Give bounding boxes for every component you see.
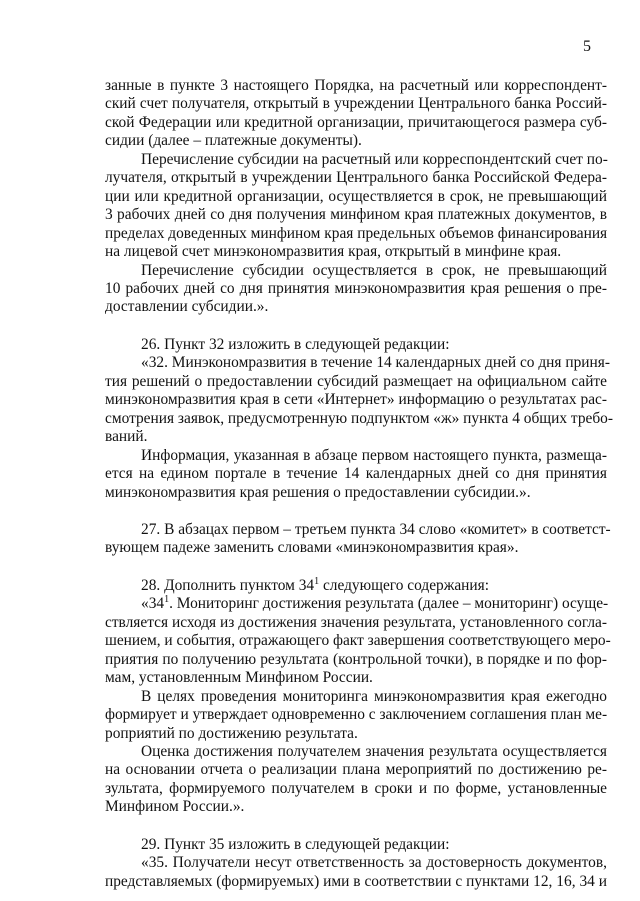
text-fragment: . Мониторинг достижения результата (далее – мониторинг) осуще- (169, 595, 609, 613)
text-line: пределах доведенных минфином края предельных объемов финансирования (105, 224, 608, 242)
paragraph-item-35 (105, 854, 607, 891)
text-line: Перечисление субсидии осуществляется в срок, не превышающий (141, 261, 607, 279)
text-line: роприятий по достижению результата. (105, 724, 358, 742)
document-body (105, 77, 613, 891)
text-line: 10 рабочих дней со дня принятия минэкономразвития края решения о пре- (105, 279, 607, 297)
text-line: Оценка достижения получателем значения результата осуществляется (141, 742, 607, 760)
text-line (105, 577, 607, 595)
text-line: ции или кредитной организации, осуществляется в срок, не превышающий (105, 187, 607, 205)
text-line: ствляется исходя из достижения значения результата, установленного согла- (105, 613, 607, 631)
paragraph-subsidy-transfer (105, 151, 607, 262)
text-line: ваний. (105, 428, 148, 446)
text-line: шением, и события, отражающего факт завершения соответствующего меро- (105, 632, 611, 650)
paragraph-item-32 (105, 354, 613, 446)
text-line: ется на едином портале в течение 14 календарных дней со дня принятия (105, 465, 607, 483)
text-line: «35. Получатели несут ответственность за достоверность документов, (141, 854, 607, 872)
text-line: доставлении субсидии.». (105, 298, 269, 316)
text-line: приятия по получению результата (контрольной точки), в порядке и по фор- (105, 650, 607, 668)
text-line: тия решений о предоставлении субсидий размещает на официальном сайте (105, 372, 607, 390)
text-fragment: «34 (141, 595, 165, 613)
text-line: минэкономразвития края решения о предоставлении субсидии.». (105, 483, 531, 501)
text-fragment: следующего содержания: (319, 576, 490, 594)
paragraph-result-assessment (105, 743, 607, 817)
text-line: Информация, указанная в абзаце первом настоящего пункта, размеща- (141, 446, 607, 464)
paragraph-item-34-1 (105, 594, 611, 687)
text-line: вующем падеже заменить словами «минэкономразвития края». (105, 539, 519, 557)
text-line: зультата, формируемого получателем в сроки и по форме, установленные (105, 779, 607, 797)
text-line: 26. Пункт 32 изложить в следующей редакции: (141, 335, 450, 353)
text-fragment: 28. Дополнить пунктом 34 (141, 576, 315, 594)
text-line: минэкономразвития края в сети «Интернет» информацию о результатах рас- (105, 391, 607, 409)
text-line: представляемых (формируемых) ими в соответствии с пунктами 12, 16, 34 и (105, 872, 607, 890)
text-line: лучателя, открытый в учреждении Центрального банка Российской Федера- (105, 169, 607, 187)
text-line (105, 595, 607, 613)
text-line: формирует и утверждает одновременно с заключением соглашения план ме- (105, 706, 608, 724)
text-line: мам, установленным Минфином России. (105, 669, 373, 687)
superscript: 1 (164, 594, 170, 606)
paragraph-item-29 (105, 836, 607, 854)
text-line: на лицевой счет минэкономразвития края, открытый в минфине края. (105, 243, 562, 261)
paragraph-payment-docs (105, 77, 607, 151)
text-line: ский счет получателя, открытый в учреждении Центрального банка Россий- (105, 95, 607, 113)
paragraph-item-28 (105, 577, 607, 595)
text-line: смотрения заявок, предусмотренную подпунктом «ж» пункта 4 общих требо- (105, 409, 613, 427)
text-line: ской Федерации или кредитной организации, причитающегося размера суб- (105, 113, 607, 131)
paragraph-monitoring-plan (105, 688, 607, 743)
paragraph-item-32-info (105, 447, 607, 502)
text-line: занные в пункте 3 настоящего Порядка, на расчетный или корреспондент- (105, 77, 607, 94)
paragraph-item-26 (105, 336, 607, 354)
text-line: 29. Пункт 35 изложить в следующей редакции: (141, 835, 450, 853)
page-number: 5 (583, 38, 591, 55)
text-line: «32. Минэкономразвития в течение 14 календарных дней со дня приня- (141, 354, 610, 372)
text-line: сидии (далее – платежные документы). (105, 132, 362, 150)
text-line: В целях проведения мониторинга минэкономразвития края ежегодно (141, 687, 607, 705)
text-line: 3 рабочих дней со дня получения минфином края платежных документов, в (105, 206, 607, 224)
text-line: Перечисление субсидии на расчетный или корреспондентский счет по- (141, 150, 608, 168)
paragraph-subsidy-term (105, 262, 607, 317)
paragraph-item-27 (105, 520, 611, 558)
text-line: 27. В абзацах первом – третьем пункта 34 слово «комитет» в соответст- (141, 520, 611, 538)
text-line: на основании отчета о реализации плана мероприятий по достижению ре- (105, 761, 607, 779)
text-line: Минфином России.». (105, 798, 245, 816)
superscript: 1 (314, 575, 320, 587)
